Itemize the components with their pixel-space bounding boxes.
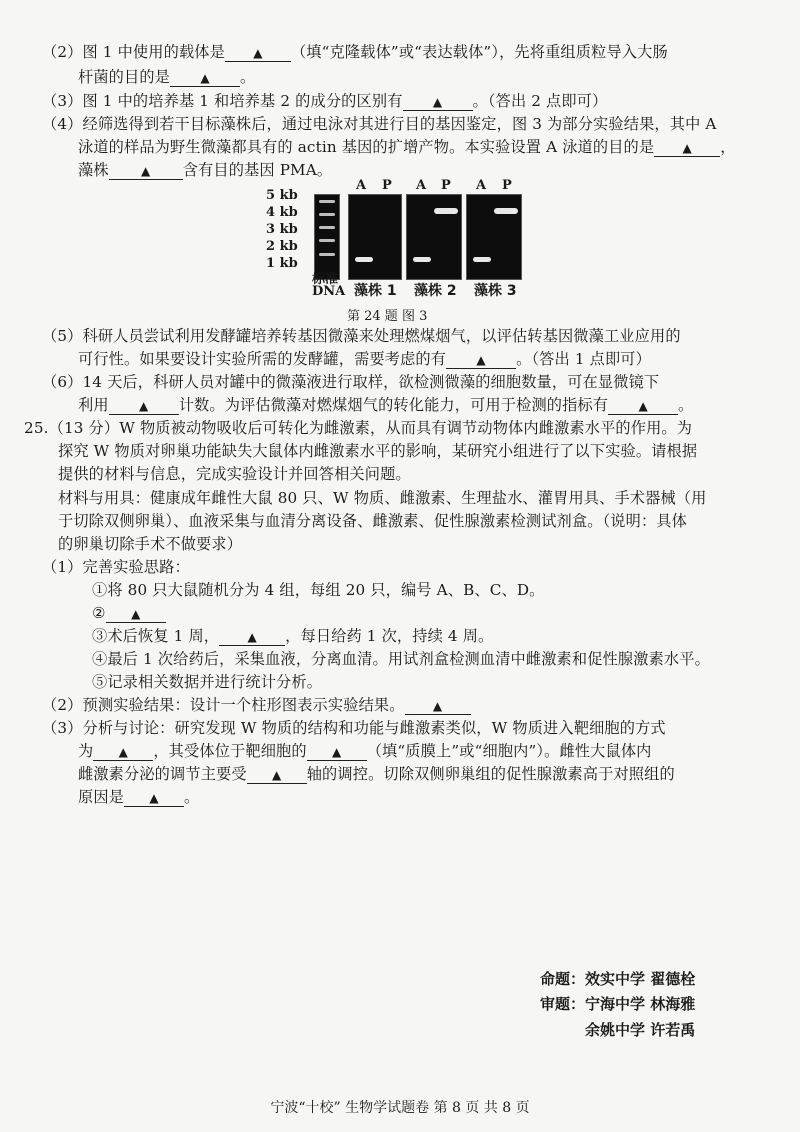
q24-part3: （3）图 1 中的培养基 1 和培养基 2 的成分的区别有 ▲ 。（答出 2 点即可） [42, 92, 608, 110]
answer-blank: ▲ [124, 789, 184, 807]
ladder-label: 3 kb [266, 222, 298, 237]
ladder-caption: 标准 [312, 272, 339, 287]
actin-band [473, 257, 491, 262]
q25-stem-line3: 提供的材料与信息，完成实验设计并回答相关问题。 [58, 465, 411, 483]
answer-blank: ▲ [608, 397, 678, 415]
answer-blank: ▲ [247, 766, 307, 784]
lane-letter: A [476, 178, 487, 193]
credits-reviewer-2: 余姚中学 许若禹 [585, 1021, 696, 1039]
credits-reviewer-1: 审题：宁海中学 林海雅 [540, 995, 696, 1013]
strain-1-gel [348, 194, 402, 280]
answer-blank: ▲ [109, 162, 183, 180]
q25-stem-line1: 25.（13 分）W 物质被动物吸收后可转化为雌激素，从而具有调节动物体内雌激素水平的作用。为 [24, 419, 693, 437]
ladder-label: 2 kb [266, 239, 298, 254]
q25-part3-line1: （3）分析与讨论：研究发现 W 物质的结构和功能与雌激素类似，W 物质进入靶细胞的方式 [42, 719, 666, 737]
q24-part6-line2: 利用 ▲ 计数。为评估微藻对燃煤烟气的转化能力，可用于检测的指标有 ▲ 。 [78, 396, 694, 414]
q24-part4-line1: （4）经筛选得到若干目标藻株后，通过电泳对其进行目的基因鉴定，图 3 为部分实验结果，其中 A [42, 115, 717, 133]
ladder-label: 5 kb [266, 188, 298, 203]
lane-letter: P [502, 178, 512, 193]
q24-part4-line3: 藻株 ▲ 含有目的基因 PMA。 [78, 161, 333, 179]
strain-3-gel [466, 194, 522, 280]
strain-2-gel [406, 194, 462, 280]
q25-part3-line2: 为 ▲ ，其受体位于靶细胞的 ▲ （填“质膜上”或“细胞内”）。雌性大鼠体内 [78, 742, 652, 760]
actin-band [413, 257, 431, 262]
lane-letter: P [382, 178, 392, 193]
answer-blank: ▲ [403, 93, 473, 111]
pma-band [494, 208, 518, 214]
lane-letter: A [416, 178, 427, 193]
pma-band [434, 208, 458, 214]
actin-band [355, 257, 373, 262]
answer-blank: ▲ [93, 743, 153, 761]
q25-step1: ①将 80 只大鼠随机分为 4 组，每组 20 只，编号 A、B、C、D。 [92, 581, 545, 599]
q25-part2: （2）预测实验结果：设计一个柱形图表示实验结果。 ▲ [42, 695, 471, 715]
q24-part6-line1: （6）14 天后，科研人员对罐中的微藻液进行取样，欲检测微藻的细胞数量，可在显微镜下 [42, 373, 660, 391]
q25-materials-line2: 于切除双侧卵巢）、血液采集与血清分离设备、雌激素、促性腺激素检测试剂盒。（说明：具体 [58, 512, 687, 530]
answer-blank: ▲ [654, 139, 720, 157]
q24-part2-line1: （2）图 1 中使用的载体是 ▲ （填“克隆载体”或“表达载体”），先将重组质粒导入大肠 [42, 43, 668, 61]
ladder-caption: DNA [312, 284, 346, 299]
answer-blank: ▲ [109, 397, 179, 415]
q25-step5: ⑤记录相关数据并进行统计分析。 [92, 673, 323, 691]
credits-author: 命题：效实中学 翟德栓 [540, 970, 696, 988]
q25-materials-line1: 材料与用具：健康成年雌性大鼠 80 只、W 物质、雌激素、生理盐水、灌胃用具、手术器械（用 [58, 489, 707, 507]
q25-step2: ② ▲ [92, 603, 166, 623]
strain-label: 藻株 2 [414, 283, 457, 299]
strain-label: 藻株 1 [354, 283, 397, 299]
q24-part2-line2: 杆菌的目的是 ▲ 。 [78, 68, 256, 86]
answer-blank: ▲ [219, 628, 285, 646]
figure-caption: 第 24 题 图 3 [347, 309, 428, 324]
q24-part5-line1: （5）科研人员尝试利用发酵罐培养转基因微藻来处理燃煤烟气，以评估转基因微藻工业应用的 [42, 327, 681, 345]
q25-stem-line2: 探究 W 物质对卵巢功能缺失大鼠体内雌激素水平的影响，某研究小组进行了以下实验。请根据 [58, 442, 698, 460]
answer-blank: ▲ [307, 743, 367, 761]
q25-step4: ④最后 1 次给药后，采集血液，分离血清。用试剂盒检测血清中雌激素和促性腺激素水平。 [92, 650, 710, 668]
ladder-label: 4 kb [266, 205, 298, 220]
q24-part4-line2: 泳道的样品为野生微藻都具有的 actin 基因的扩增产物。本实验设置 A 泳道的目的是 ▲ ， [78, 138, 736, 156]
q25-materials-line3: 的卵巢切除手术不做要求） [58, 535, 243, 553]
answer-blank: ▲ [446, 351, 516, 369]
lane-letter: P [441, 178, 451, 193]
answer-blank: ▲ [170, 69, 240, 87]
q24-part5-line2: 可行性。如果要设计实验所需的发酵罐，需要考虑的有 ▲ 。（答出 1 点即可） [78, 350, 651, 368]
answer-blank: ▲ [405, 697, 471, 715]
strain-label: 藻株 3 [474, 283, 517, 299]
page-footer: 宁波“十校” 生物学试题卷 第 8 页 共 8 页 [270, 1100, 530, 1116]
answer-blank: ▲ [225, 44, 291, 62]
q25-part1-heading: （1）完善实验思路： [42, 558, 190, 576]
q25-part3-line4: 原因是 ▲ 。 [78, 788, 200, 806]
answer-blank: ▲ [106, 605, 166, 623]
q25-step3: ③术后恢复 1 周， ▲ ，每日给药 1 次，持续 4 周。 [92, 627, 494, 645]
lane-letter: A [356, 178, 367, 193]
ladder-label: 1 kb [266, 256, 298, 271]
q25-part3-line3: 雌激素分泌的调节主要受 ▲ 轴的调控。切除双侧卵巢组的促性腺激素高于对照组的 [78, 765, 675, 783]
